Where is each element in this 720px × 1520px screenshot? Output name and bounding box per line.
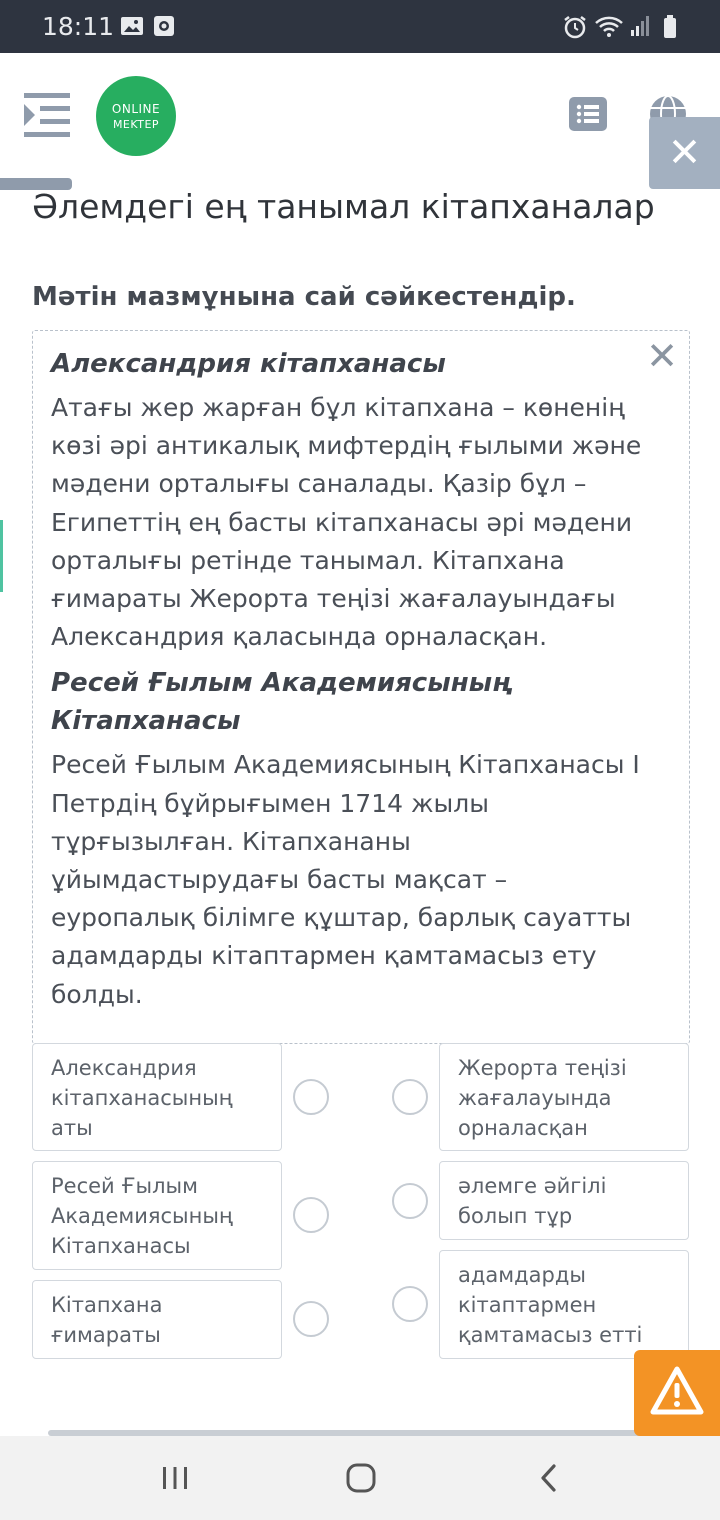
match-left-radio[interactable] bbox=[293, 1079, 329, 1115]
section-body: Атағы жер жарған бұл кітапхана – көненің көзі әрі антикалық мифтердің ғылыми және мәдени орталығы саналады. Қазір бұл – Египеттің ең басты кітапханасы әрі мәдени орталығы ретінде танымал. Кітапхана ғимараты Жерорта теңізі жағалауындағы Александрия қаласында орналасқан. bbox=[51, 393, 642, 652]
battery-icon bbox=[662, 14, 678, 44]
status-time: 18:11 bbox=[42, 12, 115, 41]
list-icon[interactable] bbox=[569, 97, 607, 131]
left-edge-indicator bbox=[0, 520, 3, 592]
reading-text-card bbox=[32, 330, 690, 1044]
warning-icon[interactable] bbox=[634, 1350, 720, 1436]
match-left-label: Кітапхана ғимараты bbox=[51, 1293, 163, 1347]
match-left-radio[interactable] bbox=[293, 1197, 329, 1233]
match-left-item[interactable] bbox=[32, 1161, 282, 1270]
match-left-item[interactable] bbox=[32, 1043, 282, 1151]
signal-icon bbox=[630, 14, 652, 42]
close-icon[interactable]: ✕ bbox=[649, 117, 720, 189]
match-left-item[interactable] bbox=[32, 1280, 282, 1359]
screenshot-icon bbox=[152, 14, 176, 42]
match-right-label: әлемге әйгілі болып тұр bbox=[458, 1174, 607, 1228]
back-icon[interactable] bbox=[529, 1458, 569, 1498]
recents-icon[interactable] bbox=[155, 1458, 195, 1498]
match-left-label: Ресей Ғылым Академиясының Кітапханасы bbox=[51, 1174, 233, 1258]
match-right-item[interactable] bbox=[439, 1043, 689, 1151]
match-right-item[interactable] bbox=[439, 1250, 689, 1359]
wifi-icon bbox=[594, 14, 624, 44]
logo[interactable] bbox=[96, 76, 176, 156]
menu-icon[interactable] bbox=[20, 90, 72, 140]
match-left-label: Александрия кітапханасының аты bbox=[51, 1056, 233, 1140]
instruction-text: Мәтін мазмұнына сай сәйкестендір. bbox=[32, 282, 576, 312]
logo-line2: MEKTEP bbox=[112, 118, 160, 131]
reading-text-content bbox=[51, 345, 657, 1022]
logo-line1: ONLINE bbox=[111, 102, 161, 116]
match-right-radio[interactable] bbox=[392, 1079, 428, 1115]
navigation-bar bbox=[0, 1436, 720, 1520]
match-right-label: адамдарды кітаптармен қамтамасыз етті bbox=[458, 1263, 643, 1347]
card-close-icon[interactable]: ✕ bbox=[646, 334, 678, 378]
page-title: Әлемдегі ең танымал кітапханалар bbox=[32, 187, 655, 226]
match-left-radio[interactable] bbox=[293, 1301, 329, 1337]
home-icon[interactable] bbox=[341, 1458, 381, 1498]
status-bar bbox=[0, 0, 720, 53]
match-right-item[interactable] bbox=[439, 1161, 689, 1240]
section-title: Александрия кітапханасы bbox=[51, 349, 446, 379]
match-right-radio[interactable] bbox=[392, 1183, 428, 1219]
section-title: Ресей Ғылым Академиясының Кітапханасы bbox=[51, 668, 511, 737]
match-right-radio[interactable] bbox=[392, 1286, 428, 1322]
section-body: Ресей Ғылым Академиясының Кітапханасы І Петрдің бұйрығымен 1714 жылы тұрғызылған. Кітапхананы ұйымдастырудағы басты мақсат – еуропалық білімге құштар, барлық сауатты адамдарды кітаптармен қамтамасыз ету болды. bbox=[51, 750, 640, 1009]
image-icon bbox=[120, 14, 144, 42]
match-right-label: Жерорта теңізі жағалауында орналасқан bbox=[458, 1056, 627, 1140]
alarm-icon bbox=[562, 14, 588, 44]
